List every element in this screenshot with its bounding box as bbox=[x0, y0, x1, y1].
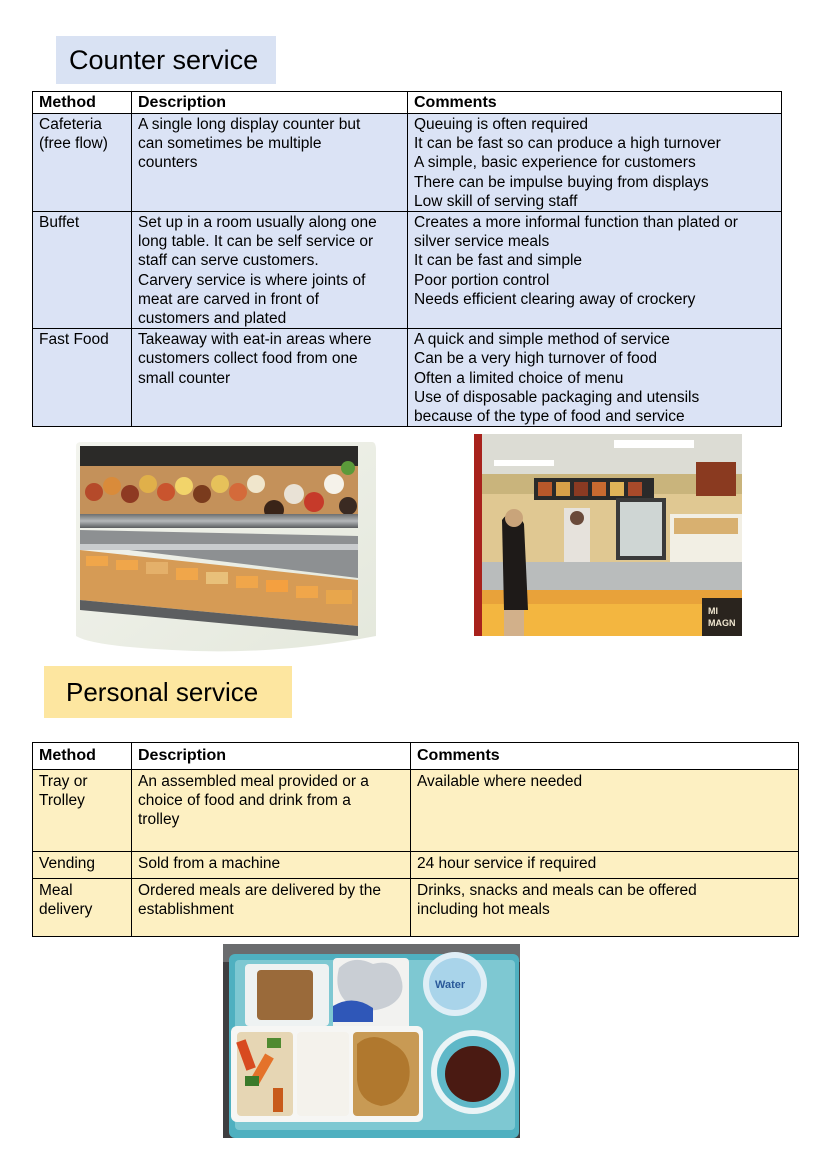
cell-line: choice of food and drink from a bbox=[138, 792, 351, 810]
cell-line: A quick and simple method of service bbox=[414, 331, 670, 349]
description-cell bbox=[132, 114, 408, 212]
description-cell bbox=[132, 212, 408, 329]
cell-line: staff can serve customers. bbox=[138, 252, 319, 270]
cell-line: delivery bbox=[39, 901, 93, 919]
cell-line: Can be a very high turnover of food bbox=[414, 350, 657, 368]
cell-line: Carvery service is where joints of bbox=[138, 271, 366, 289]
meal-tray-illustration bbox=[223, 944, 520, 1138]
cell-line: including hot meals bbox=[417, 901, 550, 919]
cafeteria-display-photo bbox=[72, 440, 378, 654]
sign-text-2: MAGN bbox=[708, 618, 736, 628]
method-cell bbox=[33, 212, 132, 329]
method-header: Method bbox=[33, 92, 132, 114]
cell-line: Low skill of serving staff bbox=[414, 192, 578, 210]
comments-cell bbox=[411, 770, 799, 852]
counter-service-title: Counter service bbox=[69, 44, 259, 75]
cell-line: Set up in a room usually along one bbox=[138, 214, 377, 232]
method-header: Method bbox=[33, 743, 132, 770]
cell-line: because of the type of food and service bbox=[414, 408, 685, 426]
cell-line: Sold from a machine bbox=[138, 855, 281, 872]
cell-line: Drinks, snacks and meals can be offered bbox=[417, 882, 697, 899]
cell-line: Vending bbox=[39, 855, 96, 872]
cell-line: Use of disposable packaging and utensils bbox=[414, 388, 700, 406]
cell-line: Often a limited choice of menu bbox=[414, 369, 624, 387]
comments-header: Comments bbox=[411, 743, 799, 770]
cell-line: There can be impulse buying from displays bbox=[414, 173, 709, 191]
cell-line: Tray or bbox=[39, 773, 88, 790]
description-cell bbox=[132, 770, 411, 852]
cell-line: long table. It can be self service or bbox=[138, 233, 374, 251]
table-row-cafeteria bbox=[33, 114, 782, 212]
method-cell bbox=[33, 114, 132, 212]
cell-line: meat are carved in front of bbox=[138, 290, 319, 308]
cell-line: Buffet bbox=[39, 214, 80, 232]
cell-line: Fast Food bbox=[39, 331, 109, 349]
cell-line: customers and plated bbox=[138, 310, 287, 328]
cell-line: 24 hour service if required bbox=[417, 855, 597, 872]
comments-cell bbox=[408, 212, 782, 329]
method-cell bbox=[33, 879, 132, 937]
table-row-tray-trolley bbox=[33, 770, 799, 852]
cell-line: A simple, basic experience for customers bbox=[414, 154, 696, 172]
fast-food-counter-photo bbox=[474, 434, 742, 636]
comments-cell bbox=[411, 879, 799, 937]
cell-line: (free flow) bbox=[39, 135, 108, 153]
counter-service-heading bbox=[56, 36, 276, 84]
comments-cell bbox=[411, 852, 799, 879]
cell-line: A single long display counter but bbox=[138, 116, 361, 133]
comments-cell bbox=[408, 114, 782, 212]
method-cell bbox=[33, 852, 132, 879]
description-cell bbox=[132, 852, 411, 879]
table-row-buffet bbox=[33, 212, 782, 329]
table-header-row bbox=[33, 743, 799, 770]
cell-line: establishment bbox=[138, 901, 234, 919]
method-cell bbox=[33, 770, 132, 852]
description-header: Description bbox=[132, 92, 408, 114]
table-row-meal-delivery bbox=[33, 879, 799, 937]
description-cell bbox=[132, 879, 411, 937]
description-cell bbox=[132, 329, 408, 427]
cell-line: Needs efficient clearing away of crockery bbox=[414, 290, 696, 308]
personal-service-title: Personal service bbox=[66, 676, 259, 707]
cell-line: Takeaway with eat-in areas where bbox=[138, 331, 372, 349]
cell-line: Queuing is often required bbox=[414, 116, 589, 133]
table-header-row bbox=[33, 92, 782, 114]
comments-header: Comments bbox=[408, 92, 782, 114]
personal-service-table bbox=[32, 742, 799, 937]
cell-line: An assembled meal provided or a bbox=[138, 773, 369, 790]
cell-line: trolley bbox=[138, 811, 180, 829]
fast-food-counter-illustration bbox=[474, 434, 742, 636]
cell-line: Available where needed bbox=[417, 773, 583, 790]
cell-line: Ordered meals are delivered by the bbox=[138, 882, 381, 899]
table-row-vending bbox=[33, 852, 799, 879]
cell-line: Poor portion control bbox=[414, 271, 550, 289]
cell-line: Creates a more informal function than plated or bbox=[414, 214, 738, 232]
table-row-fast-food bbox=[33, 329, 782, 427]
cell-line: It can be fast so can produce a high turnover bbox=[414, 135, 721, 153]
description-header: Description bbox=[132, 743, 411, 770]
cell-line: Meal bbox=[39, 882, 73, 899]
cell-line: It can be fast and simple bbox=[414, 252, 583, 270]
cell-line: small counter bbox=[138, 369, 231, 387]
sign-text-1: MI bbox=[708, 606, 718, 616]
cafeteria-display-illustration bbox=[72, 440, 378, 654]
comments-cell bbox=[408, 329, 782, 427]
personal-service-heading bbox=[44, 666, 292, 718]
airline-meal-tray-photo bbox=[223, 944, 520, 1138]
method-cell bbox=[33, 329, 132, 427]
cell-line: customers collect food from one bbox=[138, 350, 358, 368]
counter-service-table bbox=[32, 91, 782, 427]
cell-line: Cafeteria bbox=[39, 116, 102, 133]
cell-line: Trolley bbox=[39, 792, 85, 810]
cell-line: silver service meals bbox=[414, 233, 550, 251]
cup-label: Water bbox=[435, 979, 466, 991]
cell-line: counters bbox=[138, 154, 198, 172]
cell-line: can sometimes be multiple bbox=[138, 135, 322, 153]
